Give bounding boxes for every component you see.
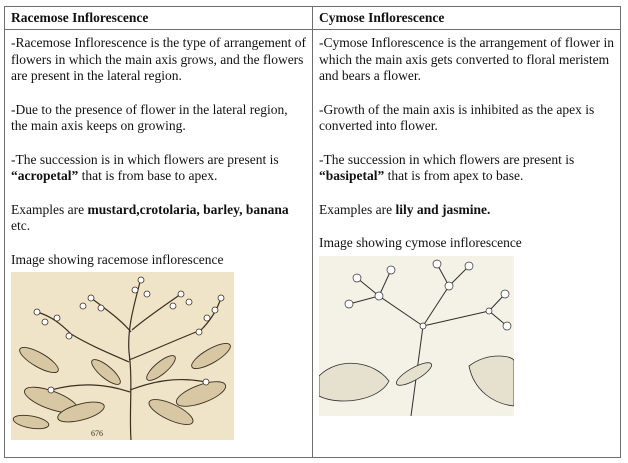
cymose-growth: -Growth of the main axis is inhibited as the apex is converted into flower. <box>319 101 595 133</box>
cymose-plant-drawing <box>319 256 514 416</box>
racemose-caption: Image showing racemose inflorescence <box>11 251 224 267</box>
cymose-examples-lead: Examples are <box>319 201 396 217</box>
racemose-definition: -Racemose Inflorescence is the type of arrangement of flowers in which the main axis grows, and the flowers are present in the lateral region. <box>11 35 306 83</box>
racemose-succession <box>11 152 306 185</box>
racemose-examples-lead: Examples are <box>11 201 88 217</box>
racemose-succession-tail: that is from base to apex. <box>78 168 218 183</box>
cymose-succession <box>319 152 614 185</box>
racemose-examples <box>11 202 306 235</box>
cymose-header: Cymose Inflorescence <box>313 7 621 30</box>
racemose-succession-text: -The succession is in which flowers are present is <box>11 151 279 167</box>
cymose-succession-term: “basipetal” <box>319 168 385 183</box>
cymose-succession-tail: that is from apex to base. <box>384 168 524 183</box>
comparison-table <box>4 6 621 458</box>
racemose-header: Racemose Inflorescence <box>5 7 313 30</box>
racemose-growth: -Due to the presence of flower in the lateral region, the main axis keeps on growing. <box>11 101 288 133</box>
cymose-caption: Image showing cymose inflorescence <box>319 235 522 250</box>
cymose-succession-text: -The succession in which flowers are present is <box>319 151 575 167</box>
cymose-cell <box>313 30 621 458</box>
racemose-plant-drawing <box>11 272 234 440</box>
racemose-succession-term: “acropetal” <box>11 168 79 183</box>
racemose-cell <box>5 30 313 458</box>
racemose-examples-tail: etc. <box>11 218 31 233</box>
content-row <box>5 30 621 458</box>
racemose-plate-number: 676 <box>91 429 103 438</box>
cymose-examples-list: lily and jasmine. <box>395 201 491 217</box>
racemose-illustration <box>11 272 234 440</box>
cymose-definition: -Cymose Inflorescence is the arrangement of flower in which the main axis gets converted to floral meristem and bears a flower. <box>319 35 615 83</box>
cymose-illustration <box>319 256 514 416</box>
cymose-examples <box>319 202 614 219</box>
racemose-examples-list: mustard,crotolaria, barley, banana <box>87 201 289 217</box>
header-row <box>5 7 621 30</box>
